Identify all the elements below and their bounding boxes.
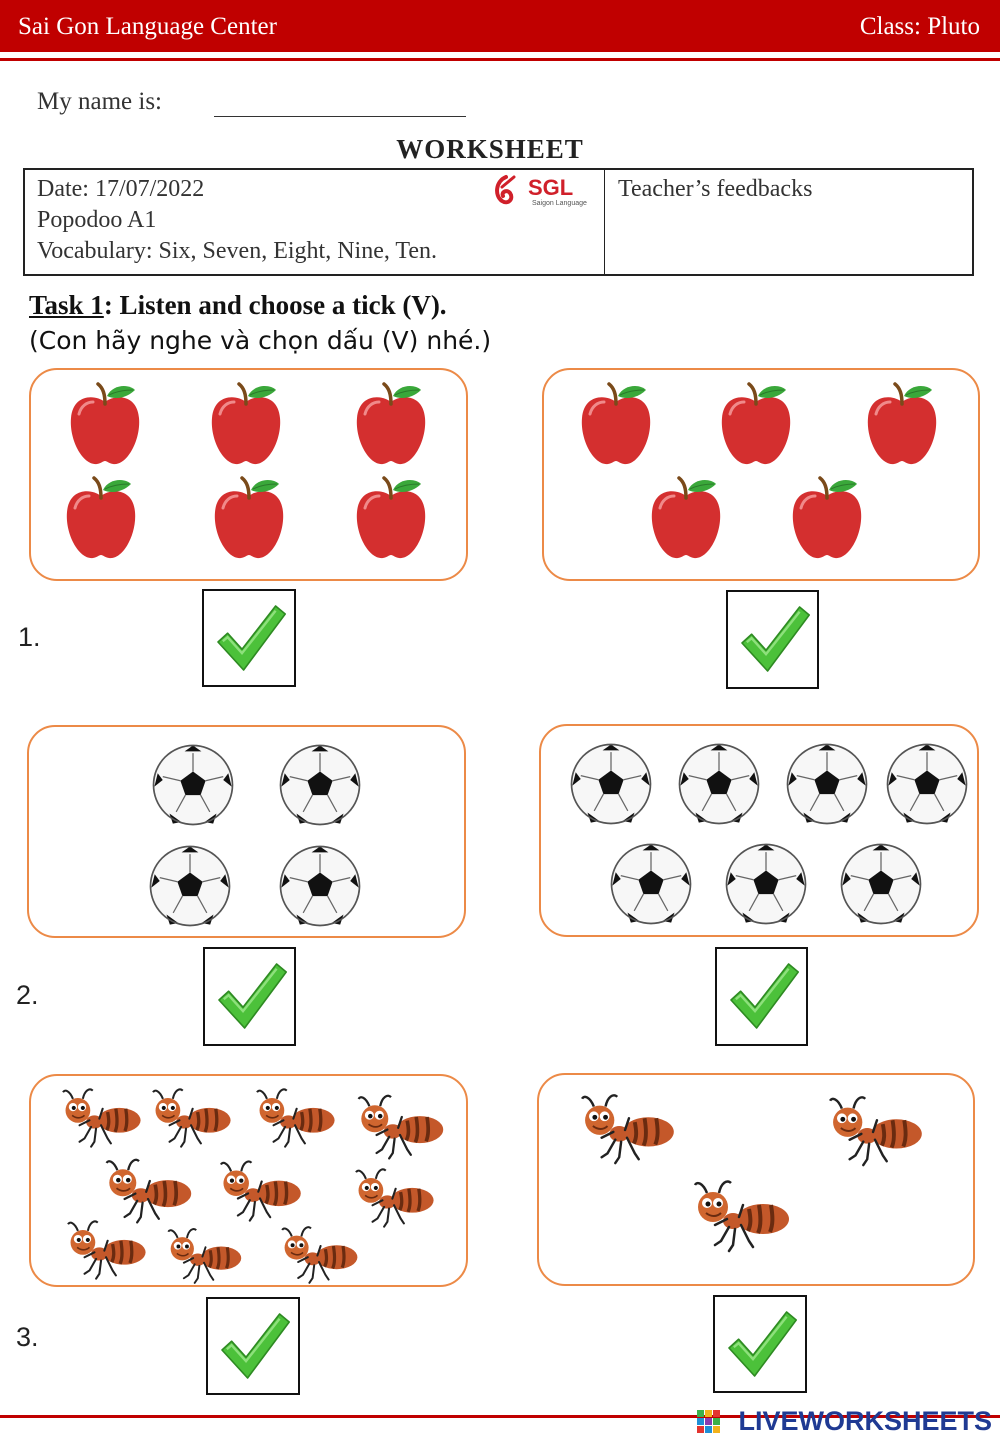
task-number: Task 1 (29, 290, 104, 320)
ant-icon (353, 1090, 447, 1162)
ant-icon (59, 1084, 143, 1150)
soccer-ball-icon (569, 742, 653, 826)
soccer-ball-icon (885, 742, 969, 826)
question-number: 3. (16, 1322, 39, 1352)
checkmark-icon (214, 1305, 294, 1387)
date-text: Date: 17/07/2022 (37, 176, 205, 202)
apple-icon (65, 380, 145, 470)
ant-icon (351, 1164, 437, 1230)
vocabulary-text: Vocabulary: Six, Seven, Eight, Nine, Ten. (37, 238, 438, 264)
soccer-ball-icon (151, 743, 235, 827)
class-label: Class: Pluto (859, 13, 980, 40)
q1-right-tick-box[interactable] (726, 590, 819, 689)
question-number: 1. (18, 622, 41, 652)
info-divider (604, 168, 605, 276)
logo-text: SGL (528, 175, 574, 200)
apple-icon (576, 380, 656, 470)
soccer-ball-icon (677, 742, 761, 826)
soccer-ball-icon (724, 842, 808, 926)
q1-left-card (29, 368, 468, 581)
checkmark-icon (721, 1303, 801, 1385)
liveworksheets-brand: LIVEWORKSHEETS (738, 1406, 992, 1436)
ant-icon (63, 1216, 149, 1282)
task-instruction: : Listen and choose a tick (V). (103, 290, 447, 320)
ant-icon (161, 1224, 247, 1286)
q3-left-tick-box[interactable] (206, 1297, 300, 1395)
center-name: Sai Gon Language Center (18, 13, 277, 40)
q3-right-card (537, 1073, 975, 1286)
ant-icon (253, 1084, 337, 1150)
q3-left-card (29, 1074, 468, 1287)
checkmark-icon (210, 597, 290, 679)
apple-icon (206, 380, 286, 470)
soccer-ball-icon (148, 844, 232, 928)
soccer-ball-icon (278, 844, 362, 928)
apple-icon (351, 380, 431, 470)
ant-icon (825, 1091, 925, 1169)
soccer-ball-icon (839, 842, 923, 926)
checkmark-icon (723, 955, 803, 1037)
soccer-ball-icon (609, 842, 693, 926)
q1-left-tick-box[interactable] (202, 589, 296, 687)
checkmark-icon (211, 955, 291, 1037)
logo-subtext: Saigon Language (532, 200, 587, 207)
q1-right-card (542, 368, 980, 581)
q2-right-card (539, 724, 979, 937)
task-subtitle: (Con hãy nghe và chọn dấu (V) nhé.) (29, 326, 492, 355)
ant-icon (149, 1084, 233, 1150)
apple-icon (716, 380, 796, 470)
liveworksheets-logo-icon (697, 1410, 721, 1434)
task-title (29, 290, 447, 321)
teacher-feedback-label: Teacher’s feedbacks (618, 176, 813, 202)
checkmark-icon (734, 598, 814, 680)
ant-icon (217, 1156, 303, 1224)
name-label: My name is: (37, 88, 162, 115)
q2-left-tick-box[interactable] (203, 947, 296, 1046)
apple-icon (862, 380, 942, 470)
course-text: Popodoo A1 (37, 207, 157, 233)
ant-icon (689, 1175, 793, 1255)
soccer-ball-icon (278, 743, 362, 827)
question-number: 2. (16, 980, 39, 1010)
q3-right-tick-box[interactable] (713, 1295, 807, 1393)
header-divider (0, 58, 1000, 61)
q2-left-card (27, 725, 466, 938)
soccer-ball-icon (785, 742, 869, 826)
q2-right-tick-box[interactable] (715, 947, 808, 1046)
apple-icon (61, 474, 141, 564)
ant-icon (275, 1222, 363, 1286)
name-input-line[interactable] (214, 116, 466, 117)
sgl-logo (492, 173, 592, 209)
worksheet-title: WORKSHEET (396, 134, 584, 164)
apple-icon (351, 474, 431, 564)
apple-icon (787, 474, 867, 564)
apple-icon (209, 474, 289, 564)
apple-icon (646, 474, 726, 564)
ant-icon (577, 1089, 677, 1167)
